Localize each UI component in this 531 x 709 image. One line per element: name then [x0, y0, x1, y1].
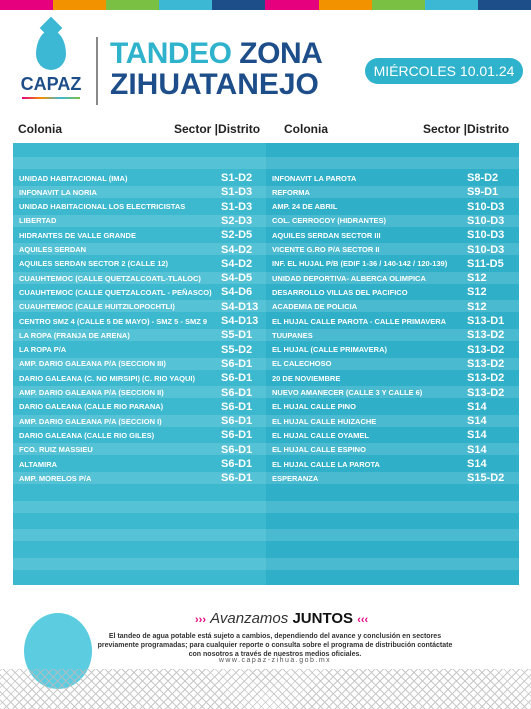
motto-arrows-left: ››› [195, 614, 206, 626]
colonia-cell: CUAUHTEMOC (CALLE QUETZALCOATL - PEÑASCO) [19, 287, 212, 297]
sector-cell: S2-D5 [221, 229, 253, 242]
colonia-cell: NUEVO AMANECER (CALLE 3 Y CALLE 6) [272, 388, 423, 397]
sector-cell: S13-D2 [467, 386, 505, 399]
stripe-row [266, 529, 519, 541]
colonia-cell: AMP. DARIO GALEANA P/A (SECCION I) [19, 416, 162, 426]
table-row [19, 443, 259, 457]
colonia-cell: DARIO GALEANA (C. NO MIRSIPI) (C. RIO YAQUI) [19, 373, 195, 383]
table-row [19, 457, 259, 471]
stripe-row [266, 157, 519, 169]
sector-cell: S6-D1 [221, 429, 253, 442]
motto-arrows-right: ‹‹‹ [357, 614, 369, 626]
colonia-cell: CUAUHTEMOC (CALLE QUETZALCOATL-TLALOC) [19, 273, 201, 283]
stripe-row [13, 558, 266, 570]
sector-cell: S10-D3 [467, 200, 505, 213]
colonia-cell: LIBERTAD [19, 216, 57, 226]
sector-cell: S6-D1 [221, 400, 253, 413]
sector-cell: S14 [467, 415, 487, 428]
table-row [19, 371, 259, 385]
left-sector-header: Sector |Distrito [174, 122, 261, 136]
table-row [19, 300, 259, 314]
stripe-row [13, 501, 266, 513]
table-row [272, 200, 512, 214]
footer [0, 597, 531, 709]
colonia-cell: EL HUJAL CALLE PAROTA - CALLE PRIMAVERA [272, 316, 447, 326]
sector-cell: S12 [467, 272, 487, 285]
colonia-cell: INFONAVIT LA PAROTA [272, 173, 357, 183]
table-row [19, 171, 259, 185]
colonia-cell: INFONAVIT LA NORIA [19, 187, 97, 197]
table-row [272, 171, 512, 185]
sector-cell: S13-D2 [467, 372, 505, 385]
table-row [272, 328, 512, 342]
colonia-cell: EL HUJAL CALLE PINO [272, 402, 356, 412]
left-panel [13, 143, 266, 585]
right-colonia-header: Colonia [284, 122, 328, 136]
table-row [19, 357, 259, 371]
colonia-cell: ALTAMIRA [19, 459, 58, 469]
decorative-pattern [0, 669, 531, 709]
sector-cell: S8-D2 [467, 172, 499, 184]
stripe-row [266, 558, 519, 570]
table-row [19, 400, 259, 414]
table-row [272, 185, 512, 199]
colonia-cell: UNIDAD HABITACIONAL (IMA) [19, 173, 128, 183]
colonia-cell: AMP. DARIO GALEANA P/A (SECCION II) [19, 388, 164, 397]
page-title [110, 39, 322, 69]
colonia-cell: AQUILES SERDAN SECTOR 2 (CALLE 12) [19, 259, 169, 269]
table-row [272, 428, 512, 442]
colonia-cell: VICENTE G.RO P/A SECTOR II [272, 245, 380, 254]
colonia-cell: TUUPANES [272, 330, 313, 340]
sector-cell: S2-D3 [221, 214, 253, 227]
colonia-cell: AQUILES SERDAN SECTOR III [272, 230, 381, 240]
table-row [19, 414, 259, 428]
header [0, 10, 531, 110]
motto-light: Avanzamos [210, 610, 289, 627]
sector-cell: S14 [467, 458, 487, 470]
table-row [272, 300, 512, 314]
sector-cell: S6-D1 [221, 443, 253, 456]
stripe-row [13, 529, 266, 541]
colonia-cell: DARIO GALEANA (CALLE RIO GILES) [19, 430, 155, 440]
table-row [272, 371, 512, 385]
sector-cell: S10-D3 [467, 229, 505, 242]
sector-cell: S6-D1 [221, 357, 253, 370]
date-badge: MIÉRCOLES 10.01.24 [365, 58, 523, 84]
sector-cell: S1-D3 [221, 186, 253, 199]
divider [96, 37, 98, 105]
colonia-cell: EL HUJAL CALLE OYAMEL [272, 430, 369, 440]
sector-cell: S6-D1 [221, 372, 253, 385]
colonia-cell: CUAUHTEMOC (CALLE HUITZILOPOCHTLI) [19, 302, 175, 312]
table-row [272, 357, 512, 371]
table-row [272, 243, 512, 257]
table-row [272, 457, 512, 471]
table-row [19, 343, 259, 357]
colonia-cell: 20 DE NOVIEMBRE [272, 373, 341, 383]
table-row [19, 271, 259, 285]
sector-cell: S10-D3 [467, 214, 505, 227]
table-row [19, 185, 259, 199]
water-drop-icon [36, 30, 66, 70]
colonia-cell: EL HUJAL CALLE LA PAROTA [272, 459, 380, 469]
table-row [19, 314, 259, 328]
colonia-cell: ACADEMIA DE POLICIA [272, 302, 358, 312]
colonia-cell: UNIDAD HABITACIONAL LOS ELECTRICISTAS [19, 202, 186, 212]
table-row [272, 343, 512, 357]
left-colonia-header: Colonia [18, 122, 62, 136]
table-row [272, 443, 512, 457]
colonia-cell: LA ROPA (FRANJA DE ARENA) [19, 330, 130, 340]
table-row [19, 228, 259, 242]
colonia-cell: DARIO GALEANA (CALLE RIO PARANA) [19, 402, 164, 412]
footer-notice: El tandeo de agua potable está sujeto a cambios, dependiendo del avance y conclusión en sectores previamente programadas; para cualquier reporte o consulta sobre el programa de distribución contáctate con nosotros a través de nuestros medios oficiales. [97, 633, 453, 658]
colonia-cell: DESARROLLO VILLAS DEL PACIFICO [272, 287, 408, 297]
table-row [272, 471, 512, 485]
logo-name: CAPAZ [20, 74, 82, 94]
sector-cell: S6-D1 [221, 472, 253, 485]
sector-cell: S6-D1 [221, 458, 253, 470]
table-row [19, 257, 259, 271]
colonia-cell: HIDRANTES DE VALLE GRANDE [19, 230, 136, 240]
table-row [272, 400, 512, 414]
colonia-cell: UNIDAD DEPORTIVA- ALBERCA OLIMPICA [272, 273, 426, 283]
color-stripe-bar [0, 0, 531, 10]
colonia-cell: EL HUJAL (CALLE PRIMAVERA) [272, 345, 388, 355]
capaz-logo [16, 30, 86, 110]
sector-cell: S12 [467, 300, 487, 313]
sector-cell: S4-D13 [221, 300, 259, 313]
table-row [19, 214, 259, 228]
sector-cell: S1-D3 [221, 200, 253, 213]
right-sector-header: Sector |Distrito [423, 122, 510, 136]
colonia-cell: REFORMA [272, 187, 310, 197]
table-row [19, 200, 259, 214]
table-row [19, 328, 259, 342]
website-link[interactable]: www.capaz-zihua.gob.mx [218, 657, 332, 664]
colonia-cell: INF. EL HUJAL P/B (EDIF 1-36 / 140-142 / 120-139) [272, 259, 448, 269]
page-title-line2: ZIHUATANEJO [110, 68, 319, 101]
motto [195, 610, 368, 627]
table-row [19, 428, 259, 442]
colonia-cell: EL HUJAL CALLE ESPINO [272, 445, 366, 455]
sector-cell: S4-D2 [221, 243, 253, 256]
sector-cell: S5-D2 [221, 343, 253, 356]
motto-bold: JUNTOS [292, 610, 354, 627]
table-row [272, 414, 512, 428]
table-row [19, 243, 259, 257]
colonia-cell: EL HUJAL CALLE HUIZACHE [272, 416, 377, 426]
sector-cell: S14 [467, 400, 487, 413]
table-row [272, 228, 512, 242]
table-row [272, 257, 512, 271]
table-row [272, 214, 512, 228]
stripe-row [266, 501, 519, 513]
table-row [272, 314, 512, 328]
colonia-cell: AMP. 24 DE ABRIL [272, 202, 338, 212]
stripe-row [13, 157, 266, 169]
colonia-cell: CENTRO SMZ 4 (CALLE 5 DE MAYO) - SMZ 5 - SMZ 9 [19, 316, 208, 326]
sector-cell: S12 [467, 286, 487, 299]
colonia-cell: EL CALECHOSO [272, 359, 332, 369]
colonia-cell: COL. CERROCOY (HIDRANTES) [272, 216, 387, 226]
table-row [272, 271, 512, 285]
colonia-cell: LA ROPA P/A [19, 345, 67, 355]
table-row [19, 386, 259, 400]
table-row [19, 285, 259, 299]
sector-cell: S13-D2 [467, 357, 505, 370]
colonia-cell: AQUILES SERDAN [19, 245, 87, 254]
sector-cell: S6-D1 [221, 386, 253, 399]
title-accent: TANDEO [110, 37, 232, 70]
sector-cell: S11-D5 [467, 257, 504, 270]
sector-cell: S14 [467, 443, 487, 456]
sector-cell: S13-D2 [467, 329, 505, 342]
sector-cell: S4-D5 [221, 272, 253, 285]
column-headers [0, 120, 531, 140]
sector-cell: S9-D1 [467, 186, 499, 199]
sector-cell: S6-D1 [221, 415, 253, 428]
table-row [272, 285, 512, 299]
sector-cell: S5-D1 [221, 329, 253, 342]
sector-cell: S1-D2 [221, 172, 253, 184]
schedule-table [13, 143, 519, 585]
sector-cell: S4-D13 [221, 315, 259, 327]
colonia-cell: AMP. DARIO GALEANA P/A (SECCION III) [19, 359, 166, 369]
sector-cell: S13-D2 [467, 343, 505, 356]
table-row [19, 471, 259, 485]
colonia-cell: ESPERANZA [272, 473, 319, 483]
colonia-cell: AMP. MORELOS P/A [19, 473, 92, 483]
right-panel [266, 143, 519, 585]
colonia-cell: FCO. RUIZ MASSIEU [19, 445, 93, 455]
sector-cell: S14 [467, 429, 487, 442]
table-row [272, 386, 512, 400]
title-rest: ZONA [239, 37, 323, 70]
sector-cell: S10-D3 [467, 243, 505, 256]
sector-cell: S13-D1 [467, 315, 505, 327]
sector-cell: S15-D2 [467, 472, 505, 485]
sector-cell: S4-D2 [221, 257, 253, 270]
sector-cell: S4-D6 [221, 286, 253, 299]
